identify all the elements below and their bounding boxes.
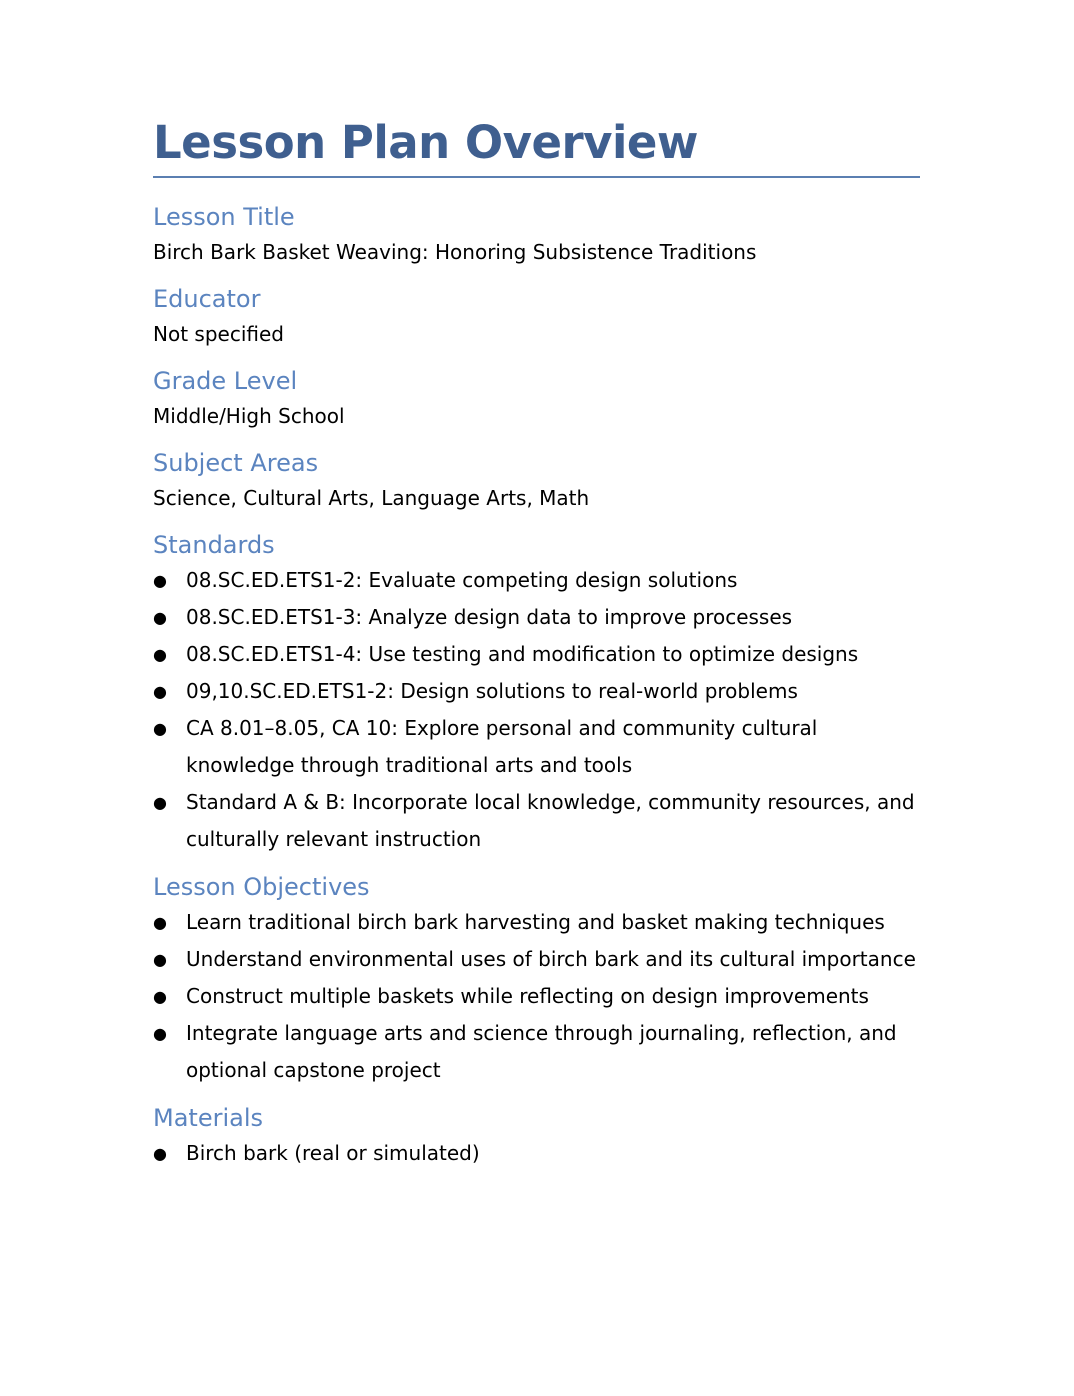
list-item [153,636,920,673]
section-heading: Grade Level [153,367,298,395]
bullet-icon: ● [153,950,167,969]
bullet-icon: ● [153,793,167,812]
document-page [153,112,920,1184]
section-educator [153,282,920,352]
bullet-icon: ● [153,719,167,738]
bullet-icon: ● [153,1144,167,1163]
section-heading: Lesson Objectives [153,873,370,901]
objectives-list [153,904,920,1089]
bullet-icon: ● [153,645,167,664]
section-heading: Lesson Title [153,203,295,231]
section-grade-level [153,364,920,434]
list-item [153,599,920,636]
list-item-text: CA 8.01–8.05, CA 10: Explore personal and community cultural knowledge through traditional arts and tools [186,716,818,777]
list-item-text: Birch bark (real or simulated) [186,1141,480,1165]
bullet-icon: ● [153,1024,167,1043]
lesson-title-value: Birch Bark Basket Weaving: Honoring Subsistence Traditions [153,240,757,264]
section-lesson-objectives [153,870,920,1089]
bullet-icon: ● [153,571,167,590]
bullet-icon: ● [153,987,167,1006]
list-item [153,978,920,1015]
section-heading: Educator [153,285,261,313]
section-subject-areas [153,446,920,516]
subject-areas-value: Science, Cultural Arts, Language Arts, Math [153,486,590,510]
bullet-icon: ● [153,608,167,627]
title-divider [153,176,920,178]
section-lesson-title [153,200,920,270]
list-item-text: 08.SC.ED.ETS1-4: Use testing and modification to optimize designs [186,642,859,666]
materials-list [153,1135,920,1172]
list-item [153,673,920,710]
bullet-icon: ● [153,682,167,701]
section-heading: Materials [153,1104,264,1132]
educator-value: Not specified [153,322,284,346]
list-item-text: 09,10.SC.ED.ETS1-2: Design solutions to real-world problems [186,679,798,703]
list-item [153,1135,920,1172]
section-heading: Standards [153,531,275,559]
list-item [153,941,920,978]
list-item [153,1015,920,1089]
list-item-text: Learn traditional birch bark harvesting and basket making techniques [186,910,885,934]
section-heading: Subject Areas [153,449,319,477]
list-item [153,784,920,858]
list-item [153,562,920,599]
standards-list [153,562,920,858]
list-item-text: Construct multiple baskets while reflecting on design improvements [186,984,869,1008]
list-item-text: Standard A & B: Incorporate local knowledge, community resources, and culturally relevant instruction [186,790,915,851]
list-item-text: 08.SC.ED.ETS1-3: Analyze design data to improve processes [186,605,793,629]
section-standards [153,528,920,858]
list-item-text: Integrate language arts and science through journaling, reflection, and optional capstone project [186,1021,897,1082]
section-materials [153,1101,920,1172]
list-item [153,710,920,784]
page-title: Lesson Plan Overview [153,116,699,169]
list-item-text: Understand environmental uses of birch bark and its cultural importance [186,947,916,971]
bullet-icon: ● [153,913,167,932]
list-item-text: 08.SC.ED.ETS1-2: Evaluate competing design solutions [186,568,738,592]
list-item [153,904,920,941]
grade-level-value: Middle/High School [153,404,345,428]
